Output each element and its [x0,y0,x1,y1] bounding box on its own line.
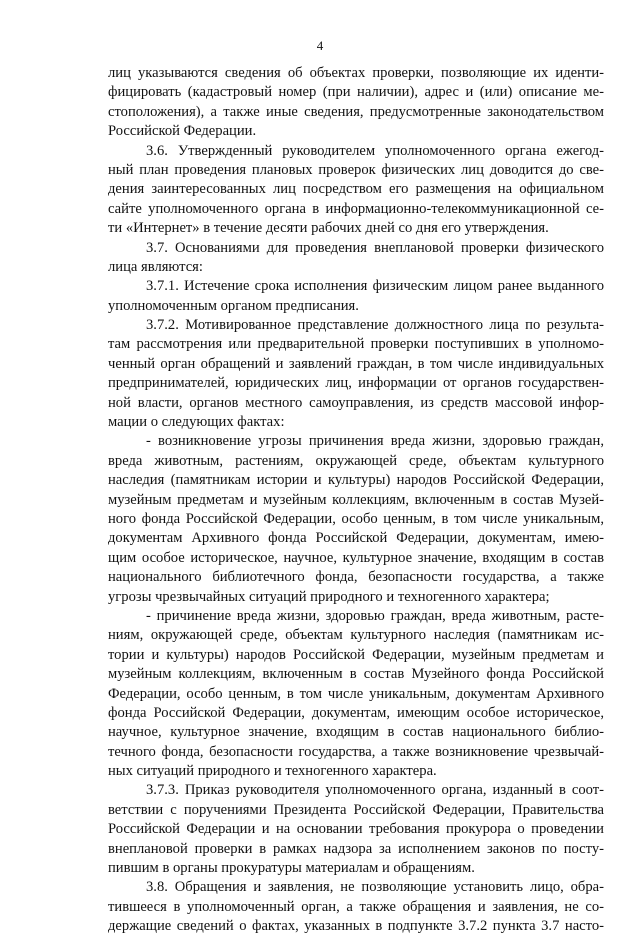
text-line: 3.7.3. Приказ руководителя уполномоченного органа, изданный в соот- [146,782,604,799]
text-line: ниям, окружающей среде, объектам культурного наследия (памятникам ис- [108,627,604,644]
text-line: 3.7.2. Мотивированное представление должностного лица по результа- [146,317,604,334]
text-line: 3.7. Основаниями для проведения внеплановой проверки физического [146,239,604,256]
text-line: тории и культуры) народов Российской Федерации, музейным предметам и [108,646,604,663]
text-line: Российской Федерации и на основании требования прокурора о проведении [108,821,604,838]
text-line: фицировать (кадастровый номер (при наличии), адрес и (или) описание ме- [108,84,604,101]
text-line: документам Архивного фонда Российской Федерации, документам, имею- [108,530,604,547]
text-line: Федерации, особо ценным, в том числе уникальным, документам Архивного [108,685,604,702]
text-line: держащие сведений о фактах, указанных в подпункте 3.7.2 пункта 3.7 насто- [108,918,604,935]
text-line: - возникновение угрозы причинения вреда жизни, здоровью граждан, [146,433,604,450]
text-line: наследия (памятникам истории и культуры) народов Российской Федерации, [108,472,604,489]
text-line: внеплановой проверки в рамках надзора за исполнением законов по посту- [108,840,604,857]
text-line: мации о следующих фактах: [108,414,285,431]
text-line: лиц указываются сведения об объектах проверки, позволяющие их иденти- [108,65,604,81]
text-line: ветствии с поручениями Президента Российской Федерации, Правительства [108,801,604,818]
text-line: вреда животным, растениям, окружающей среде, объектам культурного [108,452,604,469]
text-line: ных ситуаций природного и техногенного характера. [108,763,437,780]
text-line: угрозы чрезвычайных ситуаций природного и техногенного характера; [108,588,550,605]
text-line: научное, культурное значение, входящим в состав национального библио- [108,724,604,741]
text-line: тившееся в уполномоченный орган, а также обращения и заявления, не со- [108,898,604,915]
page-number: 4 [316,38,324,53]
text-line: уполномоченным органом предписания. [108,297,359,314]
text-line: ный план проведения плановых проверок физических лиц доводится до све- [108,161,604,178]
text-line: стоположения), а также иные сведения, предусмотренные законодательством [108,103,604,120]
text-line: фонда Российской Федерации, документам, имеющим особое историческое, [108,704,604,721]
text-line: 3.7.1. Истечение срока исполнения физическим лицом ранее выданного [146,278,604,295]
text-line: щим особое историческое, научное, культурное значение, входящим в состав [108,549,604,566]
text-line: лица являются: [108,258,203,275]
body-text [108,64,604,937]
text-line: - причинение вреда жизни, здоровью граждан, вреда животным, расте- [146,607,604,624]
text-line: ченный орган обращений и заявлений граждан, в том числе индивидуальных [108,355,604,372]
text-line: национального библиотечного фонда, безопасности государства, а также [108,569,604,586]
text-line: музейным коллекциям, включенным в состав Музейного фонда Российской [108,666,604,683]
text-line: сайте уполномоченного органа в информационно-телекоммуникационной се- [108,200,604,217]
text-line: Российской Федерации. [108,123,257,140]
text-line: там рассмотрения или предварительной проверки поступивших в уполномо- [108,336,604,353]
text-line: течного фонда, безопасности государства, а также возникновение чрезвычай- [108,743,604,760]
text-line: пившим в органы прокуратуры материалам и обращениям. [108,860,475,877]
text-line: музейным предметам и музейным коллекциям, включенным в состав Музей- [108,491,604,508]
text-line: дения заинтересованных лиц посредством его размещения на официальном [108,181,604,198]
text-line: ного фонда Российской Федерации, особо ценным, в том числе уникальным, [108,510,604,527]
text-line: 3.8. Обращения и заявления, не позволяющие установить лицо, обра- [146,879,604,896]
text-line: предпринимателей, юридических лиц, информации от органов государствен- [108,375,604,392]
text-line: ной власти, органов местного самоуправления, из средств массовой инфор- [108,394,604,411]
text-line: ти «Интернет» в течение десяти рабочих дней со дня его утверждения. [108,220,549,237]
text-line: 3.6. Утвержденный руководителем уполномоченного органа ежегод- [146,142,604,159]
